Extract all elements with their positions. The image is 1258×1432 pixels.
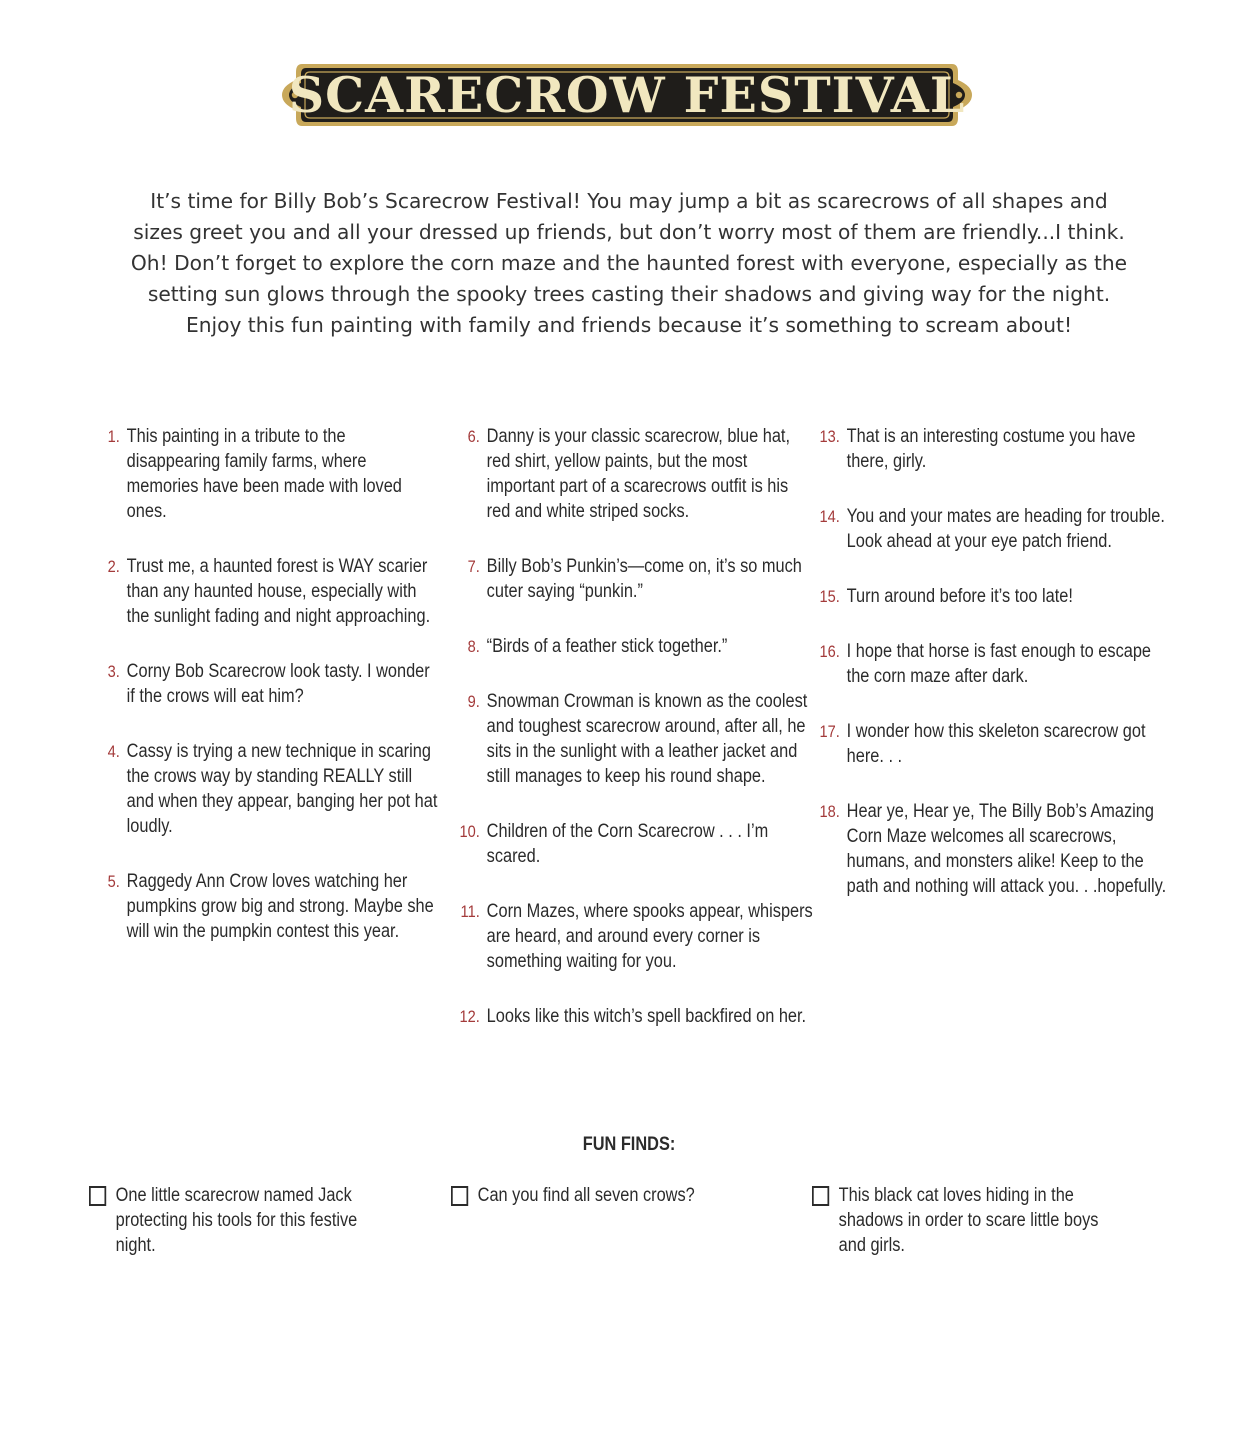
clue-text: Cassy is trying a new technique in scaring the crows way by standing REALLY still and when they appear, banging her pot hat loudly. (126, 741, 438, 837)
clue-item (94, 424, 438, 524)
clue-text: That is an interesting costume you have there, girly. (846, 426, 1136, 472)
clue-column-2 (454, 424, 813, 1029)
clue-text: You and your mates are heading for trouble. Look ahead at your eye patch friend. (846, 506, 1165, 552)
clue-column-3 (814, 424, 1173, 899)
clue-item (454, 689, 813, 789)
clue-item (814, 799, 1173, 899)
fun-find-text: This black cat loves hiding in the shadows in order to scare little boys and girls. (838, 1185, 1099, 1256)
clue-text: Billy Bob’s Punkin’s—come on, it’s so much cuter saying “punkin.” (486, 556, 802, 602)
clue-item (94, 554, 438, 629)
clue-number: 10. (459, 822, 480, 841)
clue-number: 16. (819, 642, 840, 661)
clue-number: 18. (819, 802, 840, 821)
clue-text: Corn Mazes, where spooks appear, whispers are heard, and around every corner is something waiting for you. (486, 901, 813, 972)
clue-number: 7. (467, 557, 480, 576)
clue-item (454, 634, 813, 659)
clue-number: 4. (107, 742, 120, 761)
clue-item (814, 504, 1173, 554)
clue-text: Danny is your classic scarecrow, blue hat, red shirt, yellow paints, but the most important part of a scarecrows outfit is his red and white striped socks. (486, 426, 791, 522)
clue-number: 5. (107, 872, 120, 891)
clue-item (454, 554, 813, 604)
clue-item (814, 639, 1173, 689)
clue-text: Looks like this witch’s spell backfired on her. (486, 1006, 807, 1027)
clue-item (454, 819, 813, 869)
clue-number: 1. (107, 427, 120, 446)
clue-number: 6. (467, 427, 480, 446)
fun-finds-title: FUN FINDS: (582, 1134, 676, 1155)
title-plaque (282, 60, 972, 130)
fun-find-item (451, 1183, 735, 1208)
clue-number: 3. (107, 662, 120, 681)
clue-item (454, 899, 813, 974)
clue-number: 15. (819, 587, 840, 606)
clue-number: 12. (459, 1007, 480, 1026)
clue-item (94, 659, 438, 709)
fun-find-checkbox[interactable] (451, 1186, 468, 1206)
clue-text: This painting in a tribute to the disappearing family farms, where memories have been made with loved ones. (126, 426, 402, 522)
clue-text: Corny Bob Scarecrow look tasty. I wonder if the crows will eat him? (126, 661, 430, 707)
clue-column-1 (94, 424, 438, 944)
clue-number: 2. (107, 557, 120, 576)
clue-item (454, 424, 813, 524)
intro-paragraph: It’s time for Billy Bob’s Scarecrow Festival! You may jump a bit as scarecrows of all shapes and sizes greet you and all your dressed up friends, but don’t worry most of them are friendly...I think. Oh! Don’t forget to explore the corn maze and the haunted forest with everyone, especially as the setting sun glows through the spooky trees casting their shadows and giving way for the night. Enjoy this fun painting with family and friends because it’s something to scream about! (130, 189, 1128, 337)
clue-number: 14. (819, 507, 840, 526)
clue-item (94, 739, 438, 839)
clue-text: Trust me, a haunted forest is WAY scarier than any haunted house, especially with the sunlight fading and night approaching. (126, 556, 431, 627)
clue-text: Raggedy Ann Crow loves watching her pumpkins grow big and strong. Maybe she will win the pumpkin contest this year. (126, 871, 434, 942)
clue-text: Snowman Crowman is known as the coolest and toughest scarecrow around, after all, he sits in the sunlight with a leather jacket and still manages to keep his round shape. (486, 691, 808, 787)
clue-text: Hear ye, Hear ye, The Billy Bob’s Amazing Corn Maze welcomes all scarecrows, humans, and monsters alike! Keep to the path and nothing will attack you. . .hopefully. (846, 801, 1167, 897)
clue-text: “Birds of a feather stick together.” (486, 636, 728, 657)
clue-text: I hope that horse is fast enough to escape the corn maze after dark. (846, 641, 1151, 687)
fun-find-checkbox[interactable] (89, 1186, 106, 1206)
clue-number: 17. (819, 722, 840, 741)
clue-number: 11. (460, 902, 480, 921)
clue-item (94, 869, 438, 944)
clue-item (454, 1004, 813, 1029)
fun-find-item (812, 1183, 1122, 1258)
clue-item (814, 719, 1173, 769)
clue-text: Children of the Corn Scarecrow . . . I’m scared. (486, 821, 769, 867)
fun-find-item (89, 1183, 373, 1258)
clue-item (814, 584, 1173, 609)
fun-find-text: Can you find all seven crows? (477, 1185, 695, 1206)
clue-item (814, 424, 1173, 474)
fun-find-text: One little scarecrow named Jack protecting his tools for this festive night. (115, 1185, 358, 1256)
clue-number: 13. (819, 427, 840, 446)
clue-text: I wonder how this skeleton scarecrow got here. . . (846, 721, 1146, 767)
page-title: SCARECROW FESTIVAL (288, 66, 966, 124)
clue-number: 9. (467, 692, 480, 711)
clue-number: 8. (467, 637, 480, 656)
fun-find-checkbox[interactable] (812, 1186, 829, 1206)
clue-text: Turn around before it’s too late! (846, 586, 1073, 607)
